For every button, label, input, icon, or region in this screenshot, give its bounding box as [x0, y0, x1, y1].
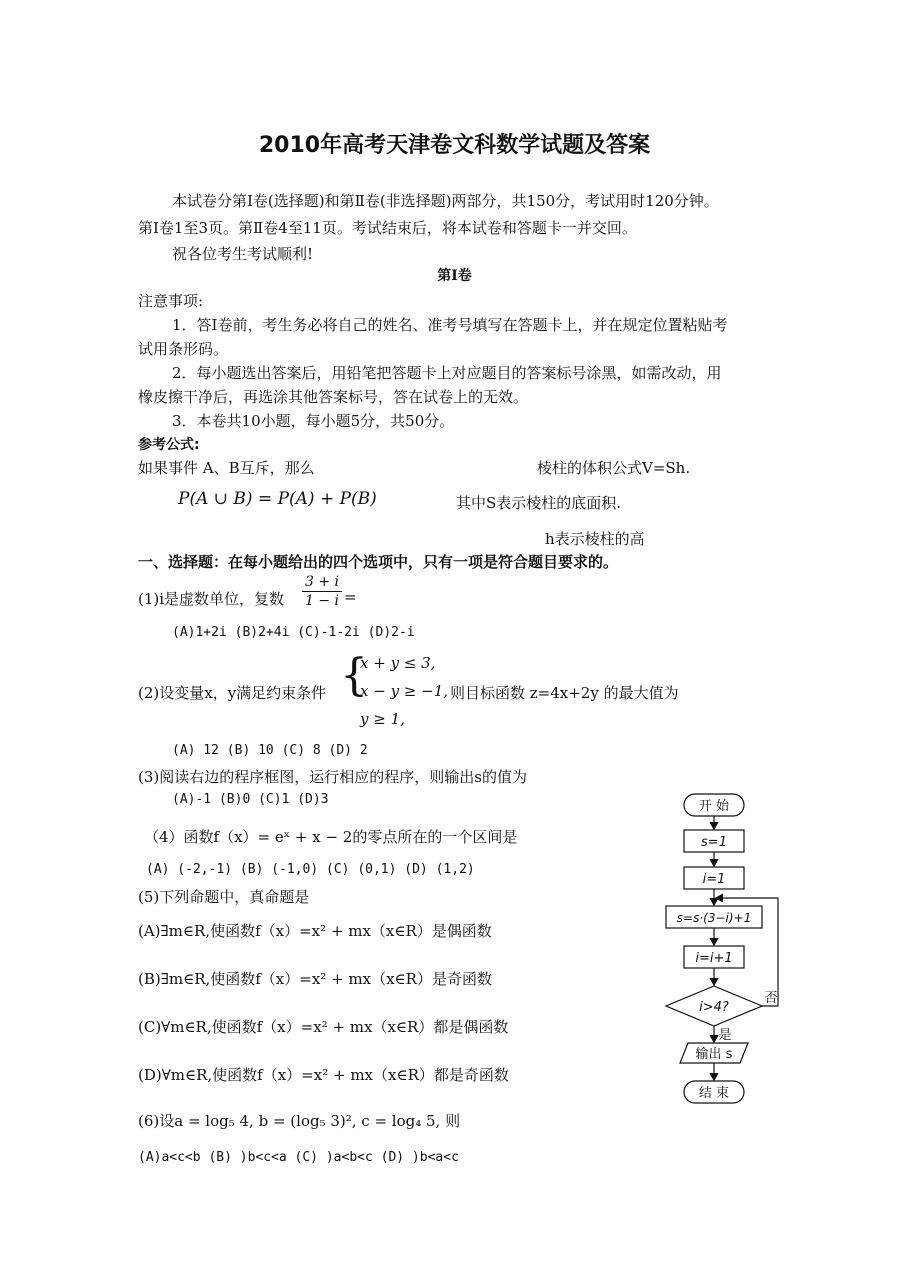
q2-stem: (2)设变量x，y满足约束条件: [138, 684, 327, 702]
q6-options: (A)a<c<b (B) )b<c<a (C) )a<b<c (D) )b<a<c: [138, 1150, 459, 1165]
q2-tail: 则目标函数 z=4x+2y 的最大值为: [450, 684, 679, 702]
notice-heading: 注意事项:: [138, 292, 204, 310]
formula-left-2: P(A ∪ B) = P(A) + P(B): [178, 489, 377, 509]
q1-stem: (1)i是虚数单位，复数: [138, 590, 285, 608]
notice-item-3: 3．本卷共10小题，每小题5分，共50分。: [172, 412, 455, 430]
notice-item-2a: 2．每小题选出答案后，用铅笔把答题卡上对应题目的答案标号涂黑，如需改动，用: [172, 364, 722, 382]
formula-right-2: 其中S表示棱柱的底面积.: [456, 494, 622, 512]
q1-options: (A)1+2i (B)2+4i (C)-1-2i (D)2-i: [172, 625, 415, 640]
intro-line-2: 第Ⅰ卷1至3页。第Ⅱ卷4至11页。考试结束后，将本试卷和答题卡一并交回。: [138, 219, 637, 237]
notice-item-2b: 橡皮擦干净后，再选涂其他答案标号，答在试卷上的无效。: [138, 388, 529, 406]
q2-constraint-3: y ≥ 1,: [360, 710, 405, 728]
notice-item-1a: 1．答Ⅰ卷前，考生务必将自己的姓名、准考号填写在答题卡上，并在规定位置粘贴考: [172, 316, 728, 334]
q1-equals: =: [344, 588, 357, 606]
flow-inc-label: i=i+1: [695, 951, 733, 966]
part1-heading: 一、选择题：在每小题给出的四个选项中，只有一项是符合题目要求的。: [138, 553, 619, 571]
formulas-heading: 参考公式:: [138, 437, 200, 453]
q5-option-d: (D)∀m∈R,使函数f（x）=x² + mx（x∈R）都是奇函数: [138, 1066, 509, 1084]
flow-no-label: 否: [764, 991, 778, 1006]
intro-line-1: 本试卷分第Ⅰ卷(选择题)和第Ⅱ卷(非选择题)两部分，共150分，考试用时120分钟。: [172, 192, 719, 210]
q4-stem: （4）函数f（x）= eˣ + x − 2的零点所在的一个区间是: [144, 828, 518, 846]
page-title: 2010年高考天津卷文科数学试题及答案: [258, 133, 651, 158]
q3-options: (A)-1 (B)0 (C)1 (D)3: [172, 792, 329, 807]
q2-options: (A) 12 (B) 10 (C) 8 (D) 2: [172, 743, 368, 758]
q1-denominator: 1 − i: [304, 593, 339, 609]
q2-constraint-2: x − y ≥ −1,: [360, 682, 449, 700]
formula-right-3: h表示棱柱的高: [545, 530, 645, 548]
q2-constraint-1: x + y ≤ 3,: [360, 654, 436, 672]
formula-right-1: 棱柱的体积公式V=Sh.: [537, 459, 691, 477]
flow-output-label: 输出 s: [695, 1047, 733, 1062]
flow-yes-label: 是: [718, 1028, 732, 1043]
q1-numerator: 3 + i: [304, 574, 339, 590]
flow-end-label: 结 束: [698, 1086, 730, 1101]
flow-i-init-label: i=1: [702, 872, 726, 887]
q5-option-a: (A)∃m∈R,使函数f（x）=x² + mx（x∈R）是偶函数: [138, 922, 492, 940]
flow-s-init-label: s=1: [701, 835, 727, 850]
q5-option-b: (B)∃m∈R,使函数f（x）=x² + mx（x∈R）是奇函数: [138, 970, 492, 988]
notice-item-1b: 试用条形码。: [138, 340, 229, 358]
q5-stem: (5)下列命题中，真命题是: [138, 888, 310, 906]
q3-stem: (3)阅读右边的程序框图，运行相应的程序，则输出s的值为: [138, 768, 527, 786]
flow-decision-label: i>4?: [699, 1000, 729, 1015]
formula-left-1: 如果事件 A、B互斥，那么: [138, 459, 315, 477]
intro-line-3: 祝各位考生考试顺利!: [172, 245, 314, 263]
q5-option-c: (C)∀m∈R,使函数f（x）=x² + mx（x∈R）都是偶函数: [138, 1018, 509, 1036]
q4-options: (A) (-2,-1) (B) (-1,0) (C) (0,1) (D) (1,2): [146, 862, 475, 877]
flow-update-label: s=s·(3−i)+1: [676, 911, 752, 925]
q6-stem: (6)设a = log₅ 4, b = (log₅ 3)², c = log₄ 5, 则: [138, 1112, 461, 1130]
flow-start-label: 开 始: [698, 799, 730, 814]
q2-brace: {: [340, 650, 368, 701]
section-title: 第Ⅰ卷: [437, 268, 472, 284]
